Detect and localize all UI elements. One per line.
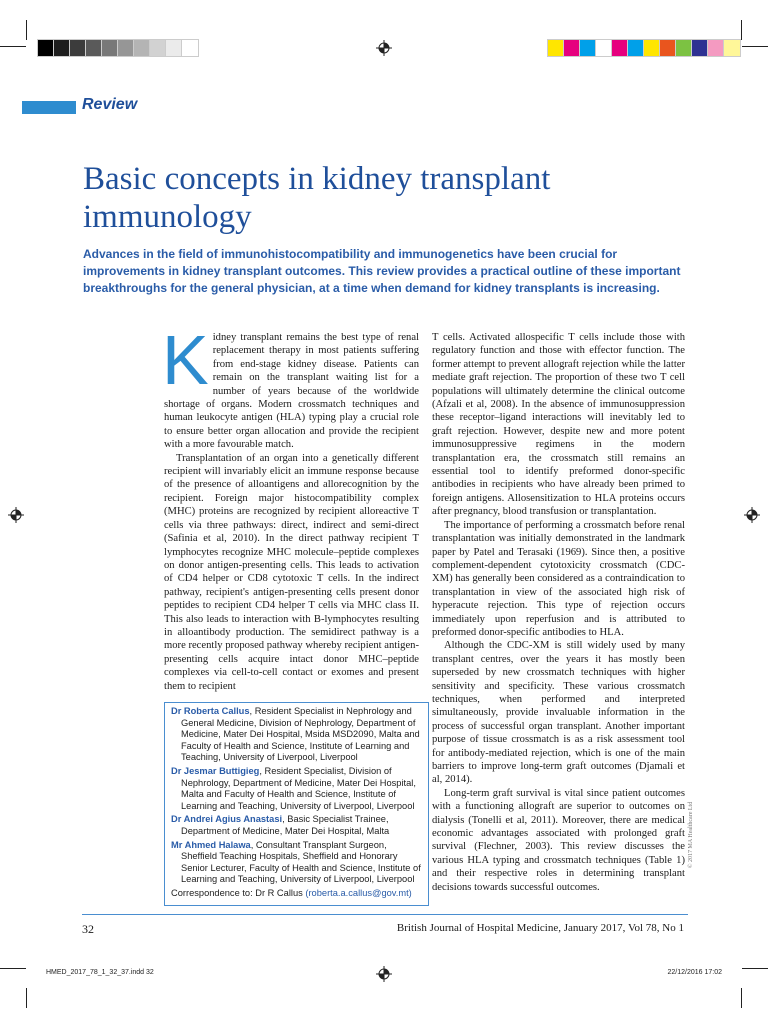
body-column-left xyxy=(162,321,419,693)
color-swatch xyxy=(134,40,150,56)
color-swatch xyxy=(38,40,54,56)
crop-mark xyxy=(742,968,768,969)
author-affiliation: , Resident Specialist, Division of Nephrology, Department of Medicine, Mater Dei Hospital, Malta and Faculty of Health and Science, Institute of Learning and Teaching, University of Liverpool, Liverpool xyxy=(181,765,416,811)
copyright-notice: © 2017 MA Healthcare Ltd xyxy=(688,801,694,868)
print-timestamp: 22/12/2016 17:02 xyxy=(667,969,722,976)
crop-mark xyxy=(742,46,768,47)
color-swatch xyxy=(564,40,580,56)
color-swatch xyxy=(676,40,692,56)
color-swatch xyxy=(118,40,134,56)
author-name: Dr Andrei Agius Anastasi xyxy=(171,814,283,825)
file-slug: HMED_2017_78_1_32_37.indd 32 xyxy=(46,969,154,976)
body-paragraph: Transplantation of an organ into a genetically different recipient will invariably elicit an immune response because of the presence of alloantigens and allorecognition by the recipient. Foreign major histocompatibility complex (MHC) proteins are recognized by recipient alloreactive T cells via three pathways: direct, indirect and semi-direct (Safinia et al, 2010). In the direct pathway recipient T lymphocytes recognize MHC molecule–peptide complexes on donor antigen-presenting cells. This leads to activation of CD4 helper or CD8 cytotoxic T cells. In the indirect pathway, recipient's antigen-presenting cells present donor peptides to recipient CD4 helper T cells via MHC class II. This also leads to interaction with B-lymphocytes resulting in alloantibody production. The semidirect pathway is a more recently proposed pathway whereby recipient antigen-presenting cells acquire intact donor MHC–peptide complexes via cell-to-cell contact or exomes and present them to recipient xyxy=(164,452,419,692)
drop-cap: K xyxy=(162,321,209,399)
author-name: Dr Roberta Callus xyxy=(171,706,250,716)
color-swatch xyxy=(150,40,166,56)
color-swatch xyxy=(692,40,708,56)
color-swatch xyxy=(86,40,102,56)
crop-mark xyxy=(0,46,26,47)
article-title: Basic concepts in kidney transplant immunology xyxy=(83,161,551,235)
color-swatch xyxy=(708,40,724,56)
color-swatch xyxy=(724,40,740,56)
author-info-box xyxy=(164,702,429,906)
body-column-right xyxy=(432,331,685,894)
color-swatch xyxy=(70,40,86,56)
body-paragraph: The importance of performing a crossmatch before renal transplantation was initially demonstrated in the landmark paper by Patel and Terasaki (1969). Since then, a positive complement-dependent cytotoxicity crossmatch (CDC-XM) has generally been considered as a contraindication to transplantation in view of the associated high risk of hyperacute rejection. This type of rejection occurs immediately upon reperfusion and is attributed to preformed donor-specific antibodies to HLA. xyxy=(432,519,685,638)
section-label: Review xyxy=(82,96,138,113)
crop-mark xyxy=(741,988,742,1008)
body-paragraph: Long-term graft survival is vital since patient outcomes with a functioning allograft are superior to outcomes on dialysis (Tonelli et al, 2011). Moreover, there are medical economic advantages associated with prolonged graft survival (Flechner, 2003). This review discusses the various HLA typing and crossmatch techniques (Table 1) and their respective roles in determining transplant decisions towards successful outcomes. xyxy=(432,787,685,893)
section-accent-bar xyxy=(22,101,76,114)
color-swatch xyxy=(628,40,644,56)
journal-citation: British Journal of Hospital Medicine, January 2017, Vol 78, No 1 xyxy=(396,922,684,934)
color-swatch xyxy=(548,40,564,56)
process-color-bar xyxy=(548,40,740,56)
registration-mark-icon xyxy=(8,507,24,523)
color-swatch xyxy=(166,40,182,56)
color-swatch xyxy=(54,40,70,56)
color-swatch xyxy=(612,40,628,56)
body-paragraph: Kidney transplant remains the best type of renal replacement therapy in most patients suffering from end-stage kidney disease. Patients can remain on the transplant waiting list for a number of years because of the worldwide shortage of organs. Modern crossmatch techniques and human leukocyte antigen (HLA) typing play a crucial role to ensure better organ allocation and provide the recipient with a more favourable match. xyxy=(162,321,419,451)
crop-mark xyxy=(26,988,27,1008)
color-swatch xyxy=(644,40,660,56)
crop-mark xyxy=(0,968,26,969)
body-paragraph: T cells. Activated allospecific T cells include those with regulatory function and those with effector function. The former attempt to prevent allograft rejection while the latter mediate graft rejection. The proportion of these two T cell populations will ultimately determine the clinical outcome (Afzali et al, 2008). In the absence of immunosuppression these receptor–ligand interactions will inevitably led to graft rejection. However, despite new and more potent immunosuppressive regimens in the modern transplantation era, the crossmatch still remains an essential tool to identify preformed donor-specific antibodies in recipients who have already been primed to foreign antigens. Allosensitization to HLA proteins occurs after pregnancy, blood transfusion or transplantation. xyxy=(432,332,685,518)
color-swatch xyxy=(580,40,596,56)
author-name: Mr Ahmed Halawa xyxy=(171,839,251,850)
article-abstract: Advances in the field of immunohistocompatibility and immunogenetics have been crucial for improvements in kidney transplant outcomes. This review provides a practical outline of these important breakthroughs for the general physician, at a time when demand for kidney transplants is increasing. xyxy=(83,247,681,295)
body-paragraph: Although the CDC-XM is still widely used by many transplant centres, over the years it has mostly been superseded by new crossmatch techniques with higher sensitivity and specificity. These various crossmatch techniques, when performed and interpreted simultaneously, provide invaluable information in the process of successful organ transplant. Another important purpose of tissue crossmatch is as a risk assessment tool for antibody-mediated rejection, which is one of the main barriers to improve long-term graft outcomes (Djamali et al, 2014). xyxy=(432,640,685,786)
crop-mark xyxy=(26,20,27,40)
correspondence-email-link[interactable]: (roberta.a.callus@gov.mt) xyxy=(305,887,412,898)
crop-mark xyxy=(741,20,742,40)
grayscale-bar xyxy=(38,40,198,56)
registration-mark-icon xyxy=(376,40,392,56)
color-swatch xyxy=(182,40,198,56)
footer-rule xyxy=(82,914,688,915)
author-entry xyxy=(171,706,422,764)
author-entry xyxy=(171,766,422,812)
author-affiliation: , Consultant Transplant Surgeon, Sheffield Teaching Hospitals, Sheffield and Honorary Senior Lecturer, Faculty of Health and Science, Institute of Learning and Teaching, University of Liverpool, Liverpool xyxy=(181,839,421,885)
page-number: 32 xyxy=(82,922,94,936)
correspondence: Correspondence to: Dr R Callus (roberta.a.callus@gov.mt) xyxy=(171,887,412,898)
registration-mark-icon xyxy=(376,966,392,982)
color-swatch xyxy=(596,40,612,56)
color-swatch xyxy=(102,40,118,56)
author-affiliation: , Resident Specialist in Nephrology and General Medicine, Division of Nephrology, Department of Medicine, Mater Dei Hospital, Msida MSD2090, Malta and Faculty of Health and Science, Institute of Learning and Teaching, University of Liverpool, Liverpool xyxy=(181,706,420,763)
author-entry xyxy=(171,814,422,837)
author-name: Dr Jesmar Buttigieg xyxy=(171,765,260,776)
registration-mark-icon xyxy=(744,507,760,523)
author-affiliation: , Basic Specialist Trainee, Department of Medicine, Mater Dei Hospital, Malta xyxy=(181,814,390,836)
color-swatch xyxy=(660,40,676,56)
author-entry xyxy=(171,840,422,886)
